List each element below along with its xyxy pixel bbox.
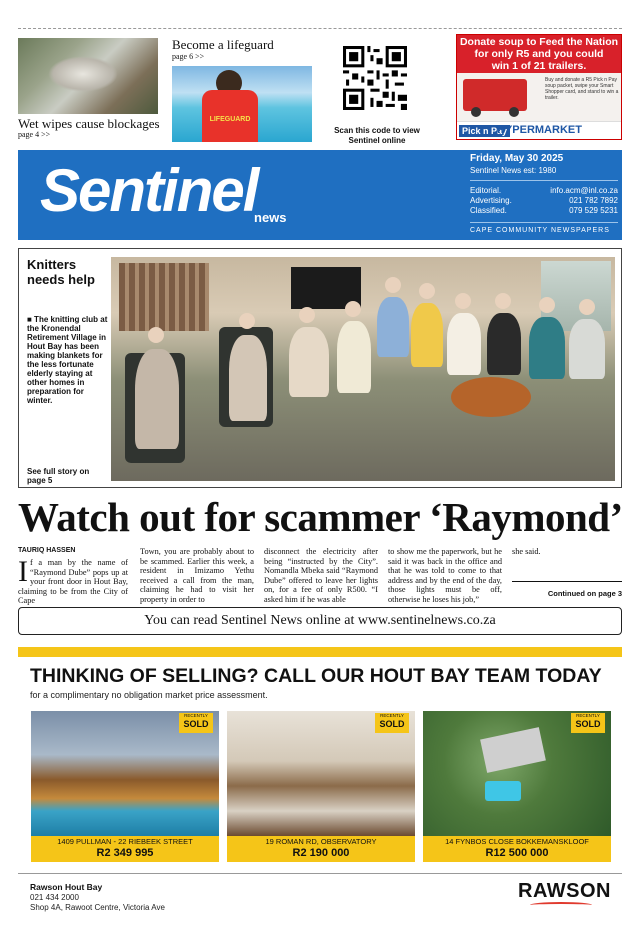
article-column-3: disconnect the electricity after being “instructed by the City”. Nomandla Mbeka said “Raymond Dube” offered to leave her lights on, for a fee of only R500. “I asked him if he was able xyxy=(264,547,378,604)
hypermarket-label: HYPERMARKET xyxy=(497,124,582,136)
property-price: R2 190 000 xyxy=(292,847,350,859)
contact-value[interactable]: 021 782 7892 xyxy=(569,196,618,205)
photo-person xyxy=(447,313,481,375)
sold-badge-big: SOLD xyxy=(379,719,405,729)
masthead xyxy=(18,150,622,240)
knitting-club-photo xyxy=(111,257,615,481)
photo-head xyxy=(539,297,555,313)
sold-badge xyxy=(571,713,605,733)
pick-n-pay-logo: Pick n Pay xyxy=(459,125,510,137)
property-address: 19 ROMAN RD, OBSERVATORY xyxy=(265,837,377,846)
photo-head xyxy=(419,283,435,299)
ad-footer xyxy=(457,121,621,139)
qr-caption xyxy=(330,126,424,146)
contact-label: Editorial. xyxy=(470,186,502,195)
property-address: 1409 PULLMAN - 22 RIEBEEK STREET xyxy=(57,837,193,846)
rawson-yellow-bar xyxy=(18,647,622,657)
photo-head xyxy=(299,307,315,323)
article-column-5: she said. xyxy=(512,547,541,556)
property-card[interactable] xyxy=(423,711,611,862)
ad-headline-line-1: Donate soup to Feed the Nation xyxy=(459,36,619,48)
byline: TAURIQ HASSEN xyxy=(18,547,76,554)
photo-blinds xyxy=(119,263,209,331)
photo-person xyxy=(337,321,371,393)
rawson-subheadline: for a complimentary no obligation market price assessment. xyxy=(30,690,268,700)
photo-person xyxy=(529,317,565,379)
lifeguard-photo[interactable] xyxy=(172,66,312,142)
article-column-1 xyxy=(18,555,128,606)
trailer-image xyxy=(463,79,527,111)
read-online-banner[interactable]: You can read Sentinel News online at www.sentinelnews.co.za xyxy=(18,607,622,635)
ad-headline-line-3: win 1 of 21 trailers. xyxy=(491,60,587,72)
sold-badge-big: SOLD xyxy=(183,719,209,729)
pick-n-pay-ad[interactable] xyxy=(456,34,622,140)
photo-head xyxy=(385,277,401,293)
photo-person xyxy=(229,335,267,421)
lifeguard-teaser-page[interactable]: page 6 >> xyxy=(172,52,205,61)
photo-person xyxy=(289,327,329,397)
contact-row xyxy=(470,196,618,206)
rawson-headline[interactable]: THINKING OF SELLING? CALL OUR HOUT BAY TEAM TODAY xyxy=(30,665,602,687)
property-card[interactable] xyxy=(31,711,219,862)
continued-rule xyxy=(512,581,622,582)
footer-rule xyxy=(18,873,622,874)
qr-caption-line-1: Scan this code to view xyxy=(334,126,420,135)
photo-head xyxy=(495,293,511,309)
photo-person xyxy=(135,349,179,449)
sold-badge-small: RECENTLY xyxy=(576,713,600,718)
contact-row xyxy=(470,206,618,216)
photo-house xyxy=(480,727,546,773)
ad-body xyxy=(457,73,621,123)
wet-wipes-photo[interactable] xyxy=(18,38,158,114)
photo-head xyxy=(148,327,164,343)
photo-head xyxy=(455,293,471,309)
wet-wipes-teaser-page[interactable]: page 4 >> xyxy=(18,130,51,139)
sold-badge xyxy=(375,713,409,733)
cape-community-newspapers: CAPE COMMUNITY NEWSPAPERS xyxy=(470,222,618,234)
contact-value[interactable]: 079 529 5231 xyxy=(569,206,618,215)
issue-date: Friday, May 30 2025 xyxy=(470,153,564,164)
established-line: Sentinel News est: 1980 xyxy=(470,166,618,181)
wet-wipes-teaser-title[interactable]: Wet wipes cause blockages xyxy=(18,116,160,131)
rawson-swoosh-icon xyxy=(530,902,592,908)
rawson-logo[interactable] xyxy=(518,880,611,908)
sentinel-logo[interactable]: Sentinel xyxy=(40,157,258,224)
feature-knitters[interactable] xyxy=(18,248,622,488)
column-text: f a man by the name of “Raymond Dube” pops up at your front door in Hout Bay, claiming to be from the City of Cape xyxy=(18,558,128,606)
property-address: 14 FYNBOS CLOSE BOKKEMANSKLOOF xyxy=(445,837,589,846)
sold-badge-big: SOLD xyxy=(575,719,601,729)
contact-row xyxy=(470,186,618,196)
sold-badge-small: RECENTLY xyxy=(380,713,404,718)
ad-headline-line-2: for only R5 and you could xyxy=(474,48,604,60)
photo-head xyxy=(345,301,361,317)
property-price: R12 500 000 xyxy=(485,847,549,859)
feature-caption: ■ The knitting club at the Kronendal Retirement Village in Hout Bay has been making blankets for the less fortunate elderly staying at other homes in preparation for winter. xyxy=(27,315,108,405)
rawson-logo-text: RAWSON xyxy=(518,880,611,902)
sold-badge-small: RECENTLY xyxy=(184,713,208,718)
continued-link[interactable]: Continued on page 3 xyxy=(547,589,622,598)
contact-label: Advertising. xyxy=(470,196,512,205)
ad-body-text: Buy and donate a R5 Pick n Pay soup packet, swipe your Smart Shopper card, and stand to win a trailer. xyxy=(545,77,619,101)
article-column-2: Town, you are probably about to be scammed. Earlier this week, a resident in Imizamo Yethu received a call from the man, claiming he had to visit her property in order to xyxy=(140,547,254,604)
photo-person xyxy=(377,297,409,357)
office-phone[interactable]: 021 434 2000 xyxy=(30,893,79,902)
photo-head xyxy=(239,313,255,329)
qr-code-icon[interactable] xyxy=(343,46,407,110)
dropcap: I xyxy=(18,555,28,588)
property-card[interactable] xyxy=(227,711,415,862)
photo-coffee-table xyxy=(451,377,531,417)
photo-person xyxy=(487,313,521,375)
photo-head xyxy=(579,299,595,315)
lead-headline[interactable]: Watch out for scammer ‘Raymond’ xyxy=(18,494,623,540)
qr-caption-line-2: Sentinel online xyxy=(348,136,406,145)
lifeguard-vest-text: LIFEGUARD xyxy=(209,116,251,123)
masthead-info xyxy=(470,152,618,238)
photo-person xyxy=(411,303,443,367)
sold-badge xyxy=(179,713,213,733)
photo-pool xyxy=(485,781,521,801)
lifeguard-teaser-title[interactable]: Become a lifeguard xyxy=(172,37,274,52)
office-address: Shop 4A, Rawoot Centre, Victoria Ave xyxy=(30,903,165,912)
property-price: R2 349 995 xyxy=(96,847,154,859)
news-sublogo: news xyxy=(254,210,287,225)
article-column-4: to show me the paperwork, but he said it was back in the office and that he was told to come to that address and by the end of the day, those lights must be off, otherwise he loses his job,” xyxy=(388,547,502,604)
contact-value[interactable]: info.acm@inl.co.za xyxy=(550,186,618,195)
photo-person xyxy=(569,319,605,379)
office-name: Rawson Hout Bay xyxy=(30,882,103,892)
feature-title: Knitters needs help xyxy=(27,257,95,287)
feature-see-more[interactable]: See full story on page 5 xyxy=(27,467,90,485)
ad-headline xyxy=(457,35,621,73)
contact-label: Classified. xyxy=(470,206,507,215)
top-dashed-rule xyxy=(18,28,622,29)
